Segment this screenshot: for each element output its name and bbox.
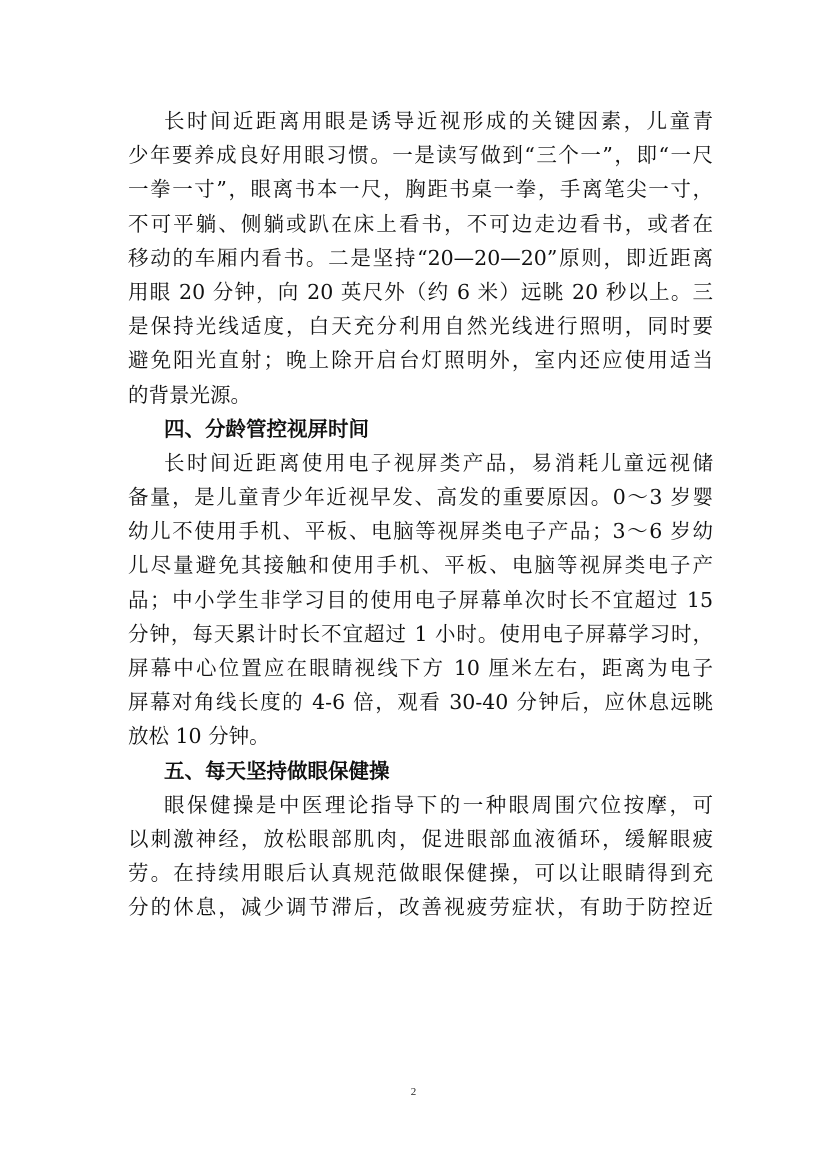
text-line: 长时间近距离用眼是诱导近视形成的关键因素，儿童青 [164, 109, 713, 133]
section-heading: 五、每天坚持做眼保健操 [164, 758, 390, 783]
text-line: 不可平躺、侧躺或趴在床上看书，不可边走边看书，或者在 [128, 211, 713, 236]
text-line: 是保持光线适度，白天充分利用自然光线进行照明，同时要 [128, 314, 713, 339]
text-line: 分的休息，减少调节滞后，改善视疲劳症状，有助于防控近 [128, 895, 713, 920]
text-line: 屏幕对角线长度的 4-6 倍，观看 30-40 分钟后，应休息远眺 [128, 690, 713, 715]
page-number: 2 [410, 1086, 417, 1098]
body-text [128, 104, 713, 925]
text-line: 移动的车厢内看书。二是坚持“20—20—20”原则，即近距离 [128, 245, 713, 270]
text-line: 以刺激神经，放松眼部肌肉，促进眼部血液循环，缓解眼疲 [128, 826, 713, 851]
text-line: 放松 10 分钟。 [128, 724, 270, 749]
text-line: 备量，是儿童青少年近视早发、高发的重要原因。0～3 岁婴 [128, 485, 713, 510]
text-line: 用眼 20 分钟，向 20 英尺外（约 6 米）远眺 20 秒以上。三 [128, 279, 713, 304]
section-heading: 四、分龄管控视屏时间 [164, 416, 369, 441]
text-line: 避免阳光直射；晚上除开启台灯照明外，室内还应使用适当 [128, 348, 713, 373]
text-line: 幼儿不使用手机、平板、电脑等视屏类电子产品；3～6 岁幼 [128, 519, 713, 544]
text-line: 劳。在持续用眼后认真规范做眼保健操，可以让眼睛得到充 [128, 861, 713, 886]
text-line: 分钟，每天累计时长不宜超过 1 小时。使用电子屏幕学习时， [128, 621, 713, 646]
text-line: 儿尽量避免其接触和使用手机、平板、电脑等视屏类电子产 [128, 553, 713, 578]
text-line: 眼保健操是中医理论指导下的一种眼周围穴位按摩，可 [164, 792, 713, 817]
text-line: 屏幕中心位置应在眼睛视线下方 10 厘米左右，距离为电子 [128, 656, 713, 680]
text-line: 品；中小学生非学习目的使用电子屏幕单次时长不宜超过 15 [128, 587, 713, 612]
text-line: 少年要养成良好用眼习惯。一是读写做到“三个一”，即“一尺 [128, 143, 713, 168]
text-line: 的背景光源。 [128, 382, 251, 407]
text-line: 一拳一寸”，眼离书本一尺，胸距书桌一拳，手离笔尖一寸， [128, 177, 713, 202]
text-line: 长时间近距离使用电子视屏类产品，易消耗儿童远视储 [164, 450, 713, 475]
